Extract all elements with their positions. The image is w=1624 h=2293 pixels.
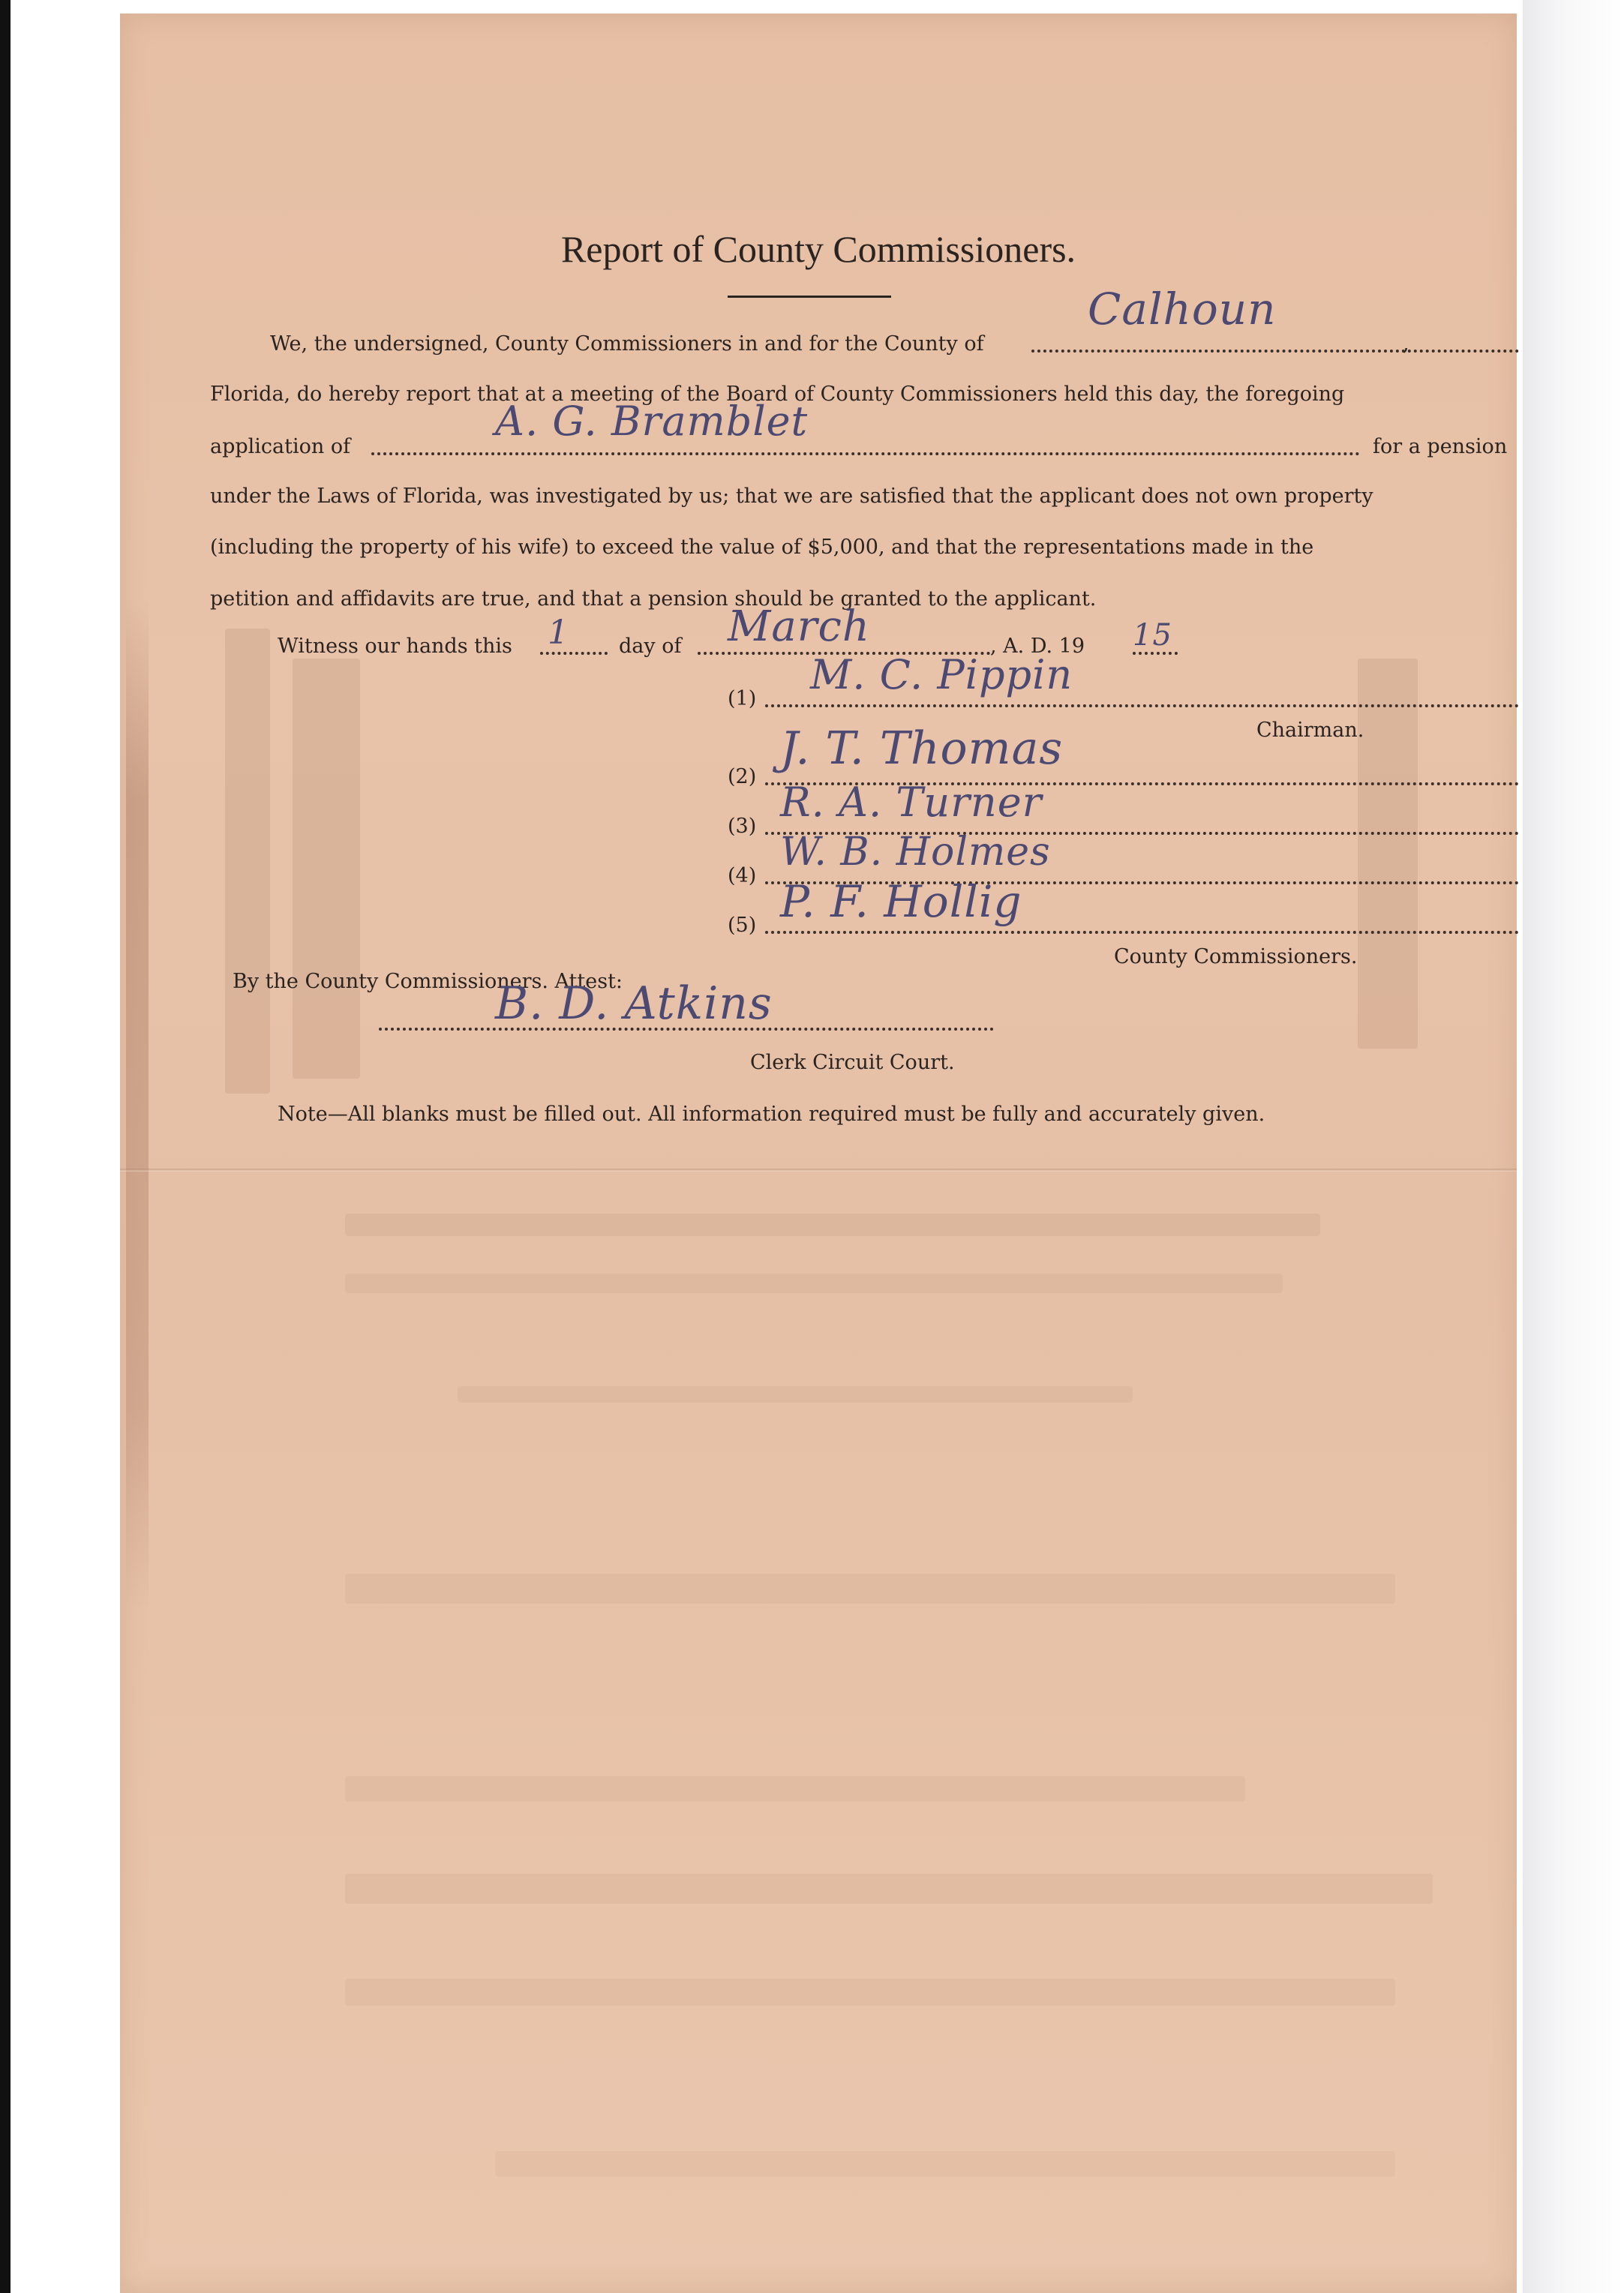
county-line-end: , bbox=[1403, 332, 1409, 356]
handwritten-clerk-signature: B. D. Atkins bbox=[495, 977, 773, 1030]
handwritten-applicant: A. G. Bramblet bbox=[495, 398, 809, 445]
bleed-through-mark bbox=[345, 1874, 1433, 1904]
handwritten-county: Calhoun bbox=[1088, 284, 1277, 335]
witness-text: Witness our hands this bbox=[278, 635, 512, 658]
county-commissioners-label: County Commissioners. bbox=[1114, 945, 1358, 968]
clerk-label: Clerk Circuit Court. bbox=[750, 1051, 955, 1074]
paper-fold bbox=[120, 1169, 1517, 1172]
handwritten-month: March bbox=[728, 602, 870, 651]
handwritten-signature-3: R. A. Turner bbox=[780, 779, 1043, 826]
bleed-through-mark bbox=[345, 1274, 1283, 1293]
body-line-6: petition and affidavits are true, and that a pension should be granted to the applicant. bbox=[210, 587, 1097, 611]
bleed-through-mark bbox=[225, 629, 270, 1094]
signature-blank-1 bbox=[765, 704, 1519, 707]
document-title: Report of County Commissioners. bbox=[560, 228, 1076, 270]
signature-number-1: (1) bbox=[728, 687, 757, 710]
bleed-through-mark bbox=[495, 2151, 1395, 2177]
handwritten-signature-5: P. F. Hollig bbox=[780, 876, 1022, 927]
chairman-label: Chairman. bbox=[1256, 719, 1364, 742]
signature-blank-5 bbox=[765, 931, 1519, 934]
handwritten-year: 15 bbox=[1133, 618, 1172, 653]
bleed-through-mark bbox=[345, 1574, 1395, 1604]
scanner-background-strip bbox=[1523, 0, 1624, 2293]
document-sheet bbox=[120, 14, 1517, 2293]
handwritten-signature-2: J. T. Thomas bbox=[780, 722, 1064, 775]
bleed-through-mark bbox=[345, 1776, 1245, 1802]
bleed-through-mark bbox=[458, 1386, 1133, 1403]
bleed-through-mark bbox=[345, 1214, 1320, 1236]
attest-label: By the County Commissioners. Attest: bbox=[233, 970, 623, 993]
handwritten-signature-4: W. B. Holmes bbox=[780, 830, 1051, 875]
note-text: Note—All blanks must be filled out. All information required must be fully and accurately given. bbox=[278, 1103, 1265, 1126]
signature-number-5: (5) bbox=[728, 914, 757, 937]
county-line-text: We, the undersigned, County Commissioners in and for the County of bbox=[270, 332, 984, 356]
bleed-through-mark bbox=[345, 1979, 1395, 2006]
handwritten-day: 1 bbox=[548, 614, 569, 652]
day-blank bbox=[540, 652, 608, 655]
signature-number-3: (3) bbox=[728, 815, 757, 838]
handwritten-signature-1: M. C. Pippin bbox=[810, 651, 1073, 698]
year-blank bbox=[1133, 652, 1178, 655]
paper-stain bbox=[126, 599, 149, 1611]
body-line-4: under the Laws of Florida, was investigated by us; that we are satisfied that the applicant does not own property bbox=[210, 485, 1373, 508]
county-blank bbox=[1031, 350, 1519, 353]
day-of-text: day of bbox=[619, 635, 682, 658]
ad-year-text: , A. D. 19 bbox=[990, 635, 1085, 658]
application-line-text: application of bbox=[210, 435, 351, 458]
signature-number-2: (2) bbox=[728, 765, 757, 788]
title-rule bbox=[728, 296, 891, 298]
bleed-through-mark bbox=[1358, 659, 1418, 1049]
applicant-blank bbox=[371, 452, 1360, 455]
signature-number-4: (4) bbox=[728, 864, 757, 887]
bleed-through-mark bbox=[293, 659, 360, 1079]
pension-text: for a pension bbox=[1373, 435, 1508, 458]
body-line-2: Florida, do hereby report that at a meeting of the Board of County Commissioners held this day, the foregoing bbox=[210, 383, 1345, 406]
body-line-5: (including the property of his wife) to exceed the value of $5,000, and that the representations made in the bbox=[210, 536, 1314, 559]
scanner-frame-edge bbox=[0, 0, 11, 2293]
